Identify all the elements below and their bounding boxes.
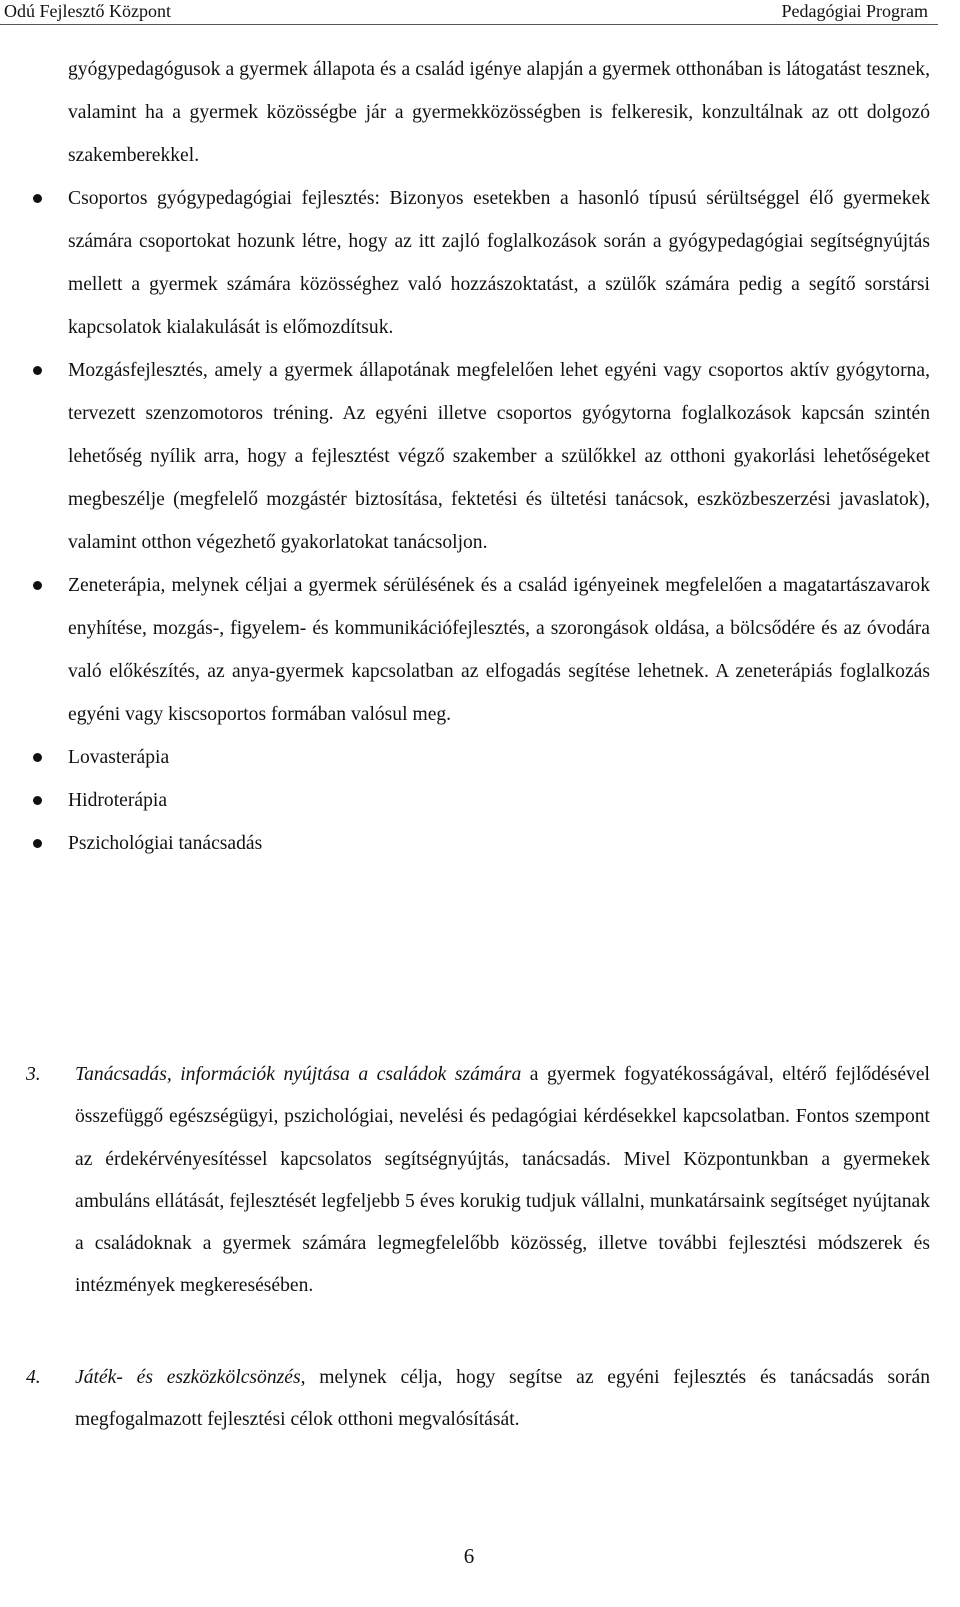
bullet-dot-icon <box>33 753 42 762</box>
bullet-text: Zeneterápia, melynek céljai a gyermek sérülésének és a család igényeinek megfelelően a magatartászavarok enyhítése, mozgás-, figyelem- és kommunikációfejlesztés, a szorongások oldása, a bölcsődére és az óvodára való előkészítés, az anya-gyermek kapcsolatban az elfogadás segítése lehetnek. A zeneterápiás foglalkozás egyéni vagy kiscsoportos formában valósul meg. <box>68 575 930 725</box>
bullet-dot-icon <box>33 796 42 805</box>
header-right-text: Pedagógiai Program <box>781 1 928 21</box>
numbered-title: Tanácsadás, információk nyújtása a családok számára <box>75 1064 522 1085</box>
bullet-list <box>68 177 930 865</box>
header-left-text: Odú Fejlesztő Központ <box>4 1 171 21</box>
bullet-item-mozgasfejlesztes <box>68 349 930 564</box>
numbered-marker: 3. <box>26 1064 41 1085</box>
header-divider <box>0 24 938 25</box>
bullet-item-csoportos <box>68 177 930 349</box>
numbered-item-3 <box>0 1054 930 1308</box>
numbered-marker: 4. <box>26 1367 41 1388</box>
bullet-text: Csoportos gyógypedagógiai fejlesztés: Bizonyos esetekben a hasonló típusú sérültséggel élő gyermekek számára csoportokat hozunk létre, hogy az itt zajló foglalkozások során a gyógypedagógiai segítségnyújtás mellett a gyermek számára közösséghez való hozzászoktatást, a szülők számára pedig a segítő sorstársi kapcsolatok kialakulását is előmozdítsuk. <box>68 188 930 338</box>
bullet-item-zeneterapia <box>68 564 930 736</box>
page-header <box>0 0 960 24</box>
bullet-dot-icon <box>33 194 42 203</box>
numbered-text-block <box>75 1357 930 1442</box>
numbered-title: Játék- és eszközkölcsönzés <box>75 1367 301 1388</box>
bullet-item-pszichologiai <box>68 822 930 865</box>
page-number: 6 <box>463 1544 475 1568</box>
bullet-item-lovasterapia <box>68 736 930 779</box>
bullet-text: Pszichológiai tanácsadás <box>68 833 263 854</box>
numbered-body: a gyermek fogyatékosságával, eltérő fejlődésével összefüggő egészségügyi, pszichológiai, nevelési és pedagógiai kérdésekkel kapcsolatban. Fontos szempont az érdekérvényesítéssel kapcsolatos segítségnyújtás, tanácsadás. Mivel Központunkban a gyermekek ambuláns ellátását, fejlesztését legfeljebb 5 éves korukig tudjuk vállalni, munkatársaink segítséget nyújtanak a családoknak a gyermek számára legmegfelelőbb közösség, illetve további fejlesztési módszerek és intézmények megkeresésében. <box>75 1064 930 1297</box>
bullet-text: Hidroterápia <box>68 790 168 811</box>
numbered-item-4 <box>0 1357 930 1442</box>
main-content <box>68 48 930 865</box>
bullet-text: Mozgásfejlesztés, amely a gyermek állapotának megfelelően lehet egyéni vagy csoportos aktív gyógytorna, tervezett szenzomotoros tréning. Az egyéni illetve csoportos gyógytorna foglalkozások kapcsán szintén lehetőség nyílik arra, hogy a fejlesztést végző szakember a szülőkkel az otthoni gyakorlási lehetőségeket megbeszélje (megfelelő mozgástér biztosítása, fektetési és ültetési tanácsok, eszközbeszerzési javaslatok), valamint otthon végezhető gyakorlatokat tanácsoljon. <box>68 360 930 553</box>
bullet-dot-icon <box>33 366 42 375</box>
numbered-text-block <box>75 1054 930 1308</box>
intro-paragraph: gyógypedagógusok a gyermek állapota és a család igénye alapján a gyermek otthonában is látogatást tesznek, valamint ha a gyermek közösségbe jár a gyermekközösségben is felkeresik, konzultálnak az ott dolgozó szakemberekkel. <box>68 59 930 166</box>
bullet-item-hidroterapia <box>68 779 930 822</box>
bullet-text: Lovasterápia <box>68 747 170 768</box>
bullet-dot-icon <box>33 839 42 848</box>
numbered-body: , melynek célja, hogy segítse az egyéni fejlesztés és tanácsadás során megfogalmazott fejlesztési célok otthoni megvalósítását. <box>75 1367 931 1431</box>
bullet-dot-icon <box>33 581 42 590</box>
